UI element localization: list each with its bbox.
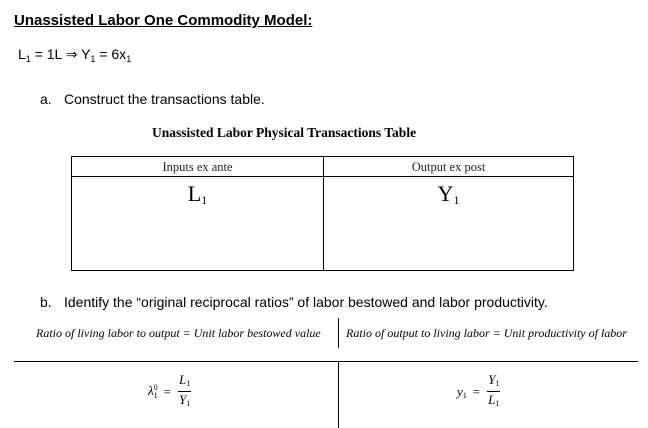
table-title: Unassisted Labor Physical Transactions Table — [152, 125, 417, 140]
page-title — [14, 12, 312, 29]
table-cell-output-sub: 1 — [453, 193, 460, 207]
table-cell-output — [324, 181, 573, 208]
formula-left-lhs — [148, 383, 158, 400]
formula-right-den-var: L — [488, 392, 496, 407]
page-title-colon: : — [307, 12, 313, 29]
formula-right-y: y — [457, 383, 463, 399]
question-b — [40, 294, 548, 310]
question-a — [40, 91, 265, 107]
formula-left-den-var: Y — [178, 392, 187, 407]
page-title-text: Unassisted Labor One Commodity Model — [14, 12, 308, 29]
formula-left-num-var: L — [178, 372, 187, 387]
table-header-rule — [72, 176, 573, 177]
formula-left-denominator — [179, 392, 190, 411]
formula-right-lhs — [457, 384, 467, 400]
question-a-text: Construct the transactions table. — [64, 91, 265, 107]
ratio-column-divider — [338, 362, 339, 428]
eq-middle: = 1L ⇒ Y — [30, 46, 91, 62]
formula-labor-bestowed — [148, 372, 191, 411]
question-b-label: b. — [40, 294, 52, 310]
formula-right-fraction — [487, 372, 500, 411]
formula-left-lambda: λ — [148, 382, 154, 398]
eq-Y-sub: 1 — [90, 54, 96, 64]
eq-L-sub: 1 — [25, 54, 31, 64]
formula-left-den-sub: 1 — [186, 399, 191, 408]
ratio-right-header: Ratio of output to living labor = Unit productivity of labor — [346, 326, 627, 340]
eq-tail: = 6x — [95, 46, 127, 62]
table-header-inputs: Inputs ex ante — [162, 160, 233, 174]
formula-left-equals: = — [163, 383, 171, 399]
ratio-left-header: Ratio of living labor to output = Unit labor bestowed value — [36, 326, 321, 340]
formula-right-sub: 1 — [462, 390, 467, 400]
eq-x-sub: 1 — [126, 54, 132, 64]
formula-right-den-sub: 1 — [495, 399, 500, 408]
table-cell-inputs-var: L — [187, 181, 202, 206]
formula-left-fraction — [178, 372, 191, 411]
formula-right-numerator — [487, 372, 500, 392]
formula-right-num-sub: 1 — [495, 379, 500, 388]
table-header-output: Output ex post — [411, 160, 486, 174]
ratio-rule — [14, 361, 638, 362]
formula-productivity — [457, 372, 500, 411]
eq-L: L — [18, 46, 26, 62]
formula-left-numerator — [178, 372, 191, 392]
question-b-text: Identify the “original reciprocal ratios” of labor bestowed and labor productivity. — [64, 294, 548, 310]
formula-right-equals: = — [472, 383, 481, 399]
question-a-label: a. — [40, 91, 52, 107]
formula-right-denominator — [488, 392, 499, 411]
table-cell-output-var: Y — [437, 181, 454, 206]
model-equation — [18, 46, 131, 64]
formula-left-sub: 1 — [153, 391, 158, 400]
transactions-table — [71, 156, 574, 271]
formula-left-sup: 0 — [153, 383, 158, 392]
ratio-header-divider — [338, 318, 339, 348]
table-cell-inputs — [72, 181, 323, 208]
table-cell-inputs-sub: 1 — [201, 193, 208, 207]
formula-left-num-sub: 1 — [186, 379, 191, 388]
formula-right-num-var: Y — [488, 372, 496, 387]
